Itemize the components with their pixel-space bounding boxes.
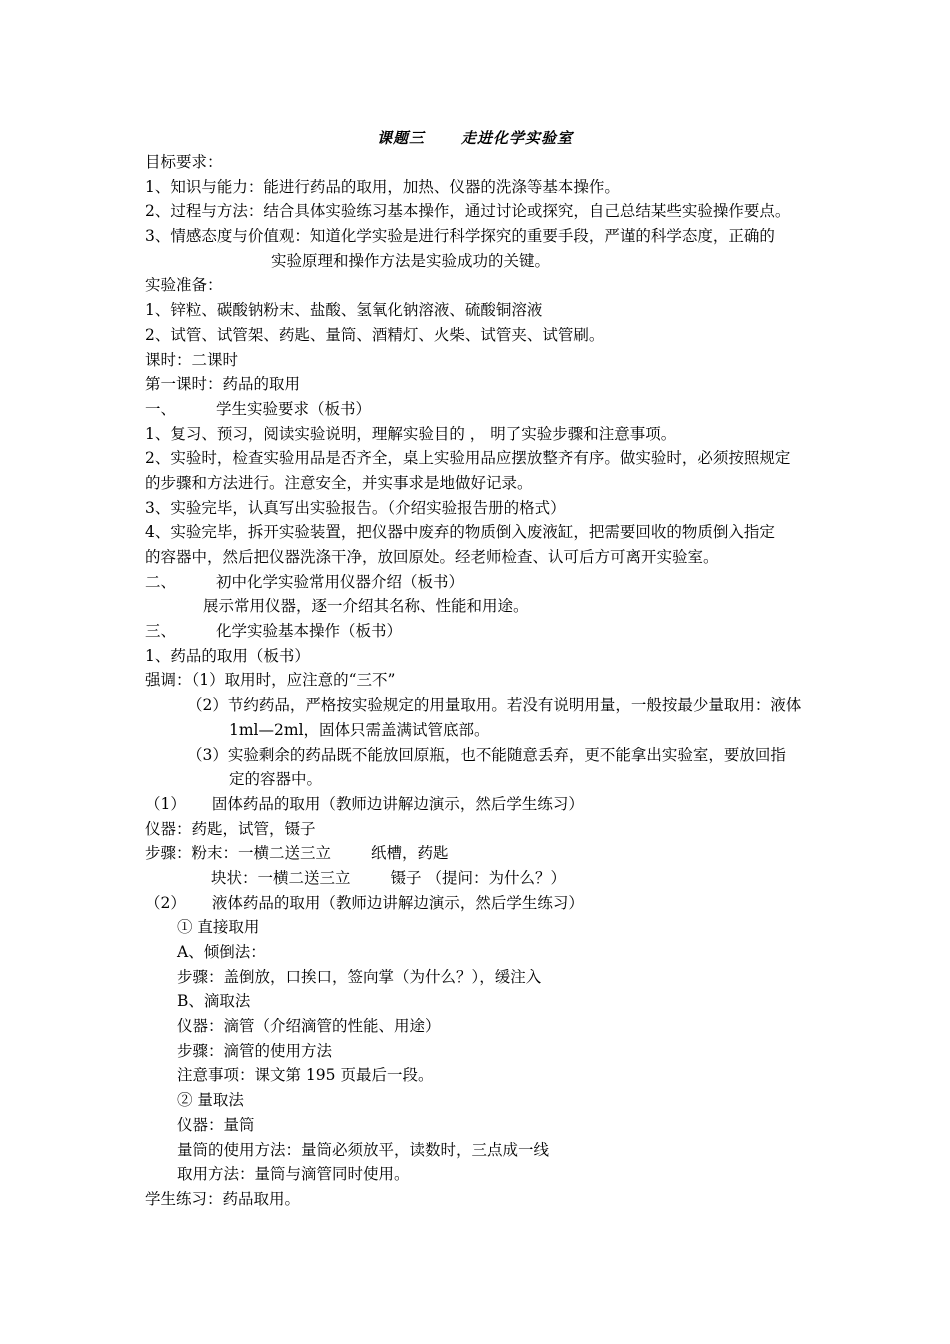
goal-3-line-1: 3、情感态度与价值观：知道化学实验是进行科学探究的重要手段，严谨的科学态度，正确的 bbox=[145, 227, 775, 246]
solid-tools: 仪器：药匙，试管，镊子 bbox=[145, 819, 316, 838]
requirement-4-line-2: 的容器中，然后把仪器洗涤干净，放回原处。经老师检查、认可后方可离开实验室。 bbox=[145, 548, 719, 566]
liquid-title: 液体药品的取用（教师边讲解边演示，然后学生练习） bbox=[211, 893, 584, 912]
goals-heading: 目标要求： bbox=[145, 153, 223, 171]
solid-title: 固体药品的取用（教师边讲解边演示，然后学生练习） bbox=[211, 794, 584, 813]
section-1-title: 学生实验要求（板书） bbox=[216, 399, 372, 418]
steps-powder bbox=[145, 841, 815, 866]
prep-heading: 实验准备： bbox=[145, 276, 223, 295]
direct-take: ① 直接取用 bbox=[177, 918, 260, 937]
measure-method: ② 量取法 bbox=[177, 1091, 244, 1110]
goal-3-line-2: 实验原理和操作方法是实验成功的关键。 bbox=[271, 251, 551, 270]
requirement-1: 1、复习、预习，阅读实验说明，理解实验目的 ， 明了实验步骤和注意事项。 bbox=[145, 424, 677, 443]
drop-steps: 步骤：滴管的使用方法 bbox=[177, 1041, 333, 1060]
section-2-title: 初中化学实验常用仪器介绍（板书） bbox=[216, 572, 465, 591]
student-practice: 学生练习：药品取用。 bbox=[145, 1189, 301, 1208]
drop-notes: 注意事项：课文第 195 页最后一段。 bbox=[177, 1066, 434, 1085]
lesson-1-heading: 第一课时：药品的取用 bbox=[145, 375, 301, 394]
requirement-2-line-1: 2、实验时，检查实验用品是否齐全，桌上实验用品应摆放整齐有序。做实验时，必须按照规定 bbox=[145, 449, 791, 468]
requirement-4-line-1: 4、实验完毕，拆开实验装置，把仪器中废弃的物质倒入废液缸，把需要回收的物质倒入指定 bbox=[145, 523, 775, 542]
solid-number: （1） bbox=[145, 794, 186, 813]
take-method: 取用方法：量筒与滴管同时使用。 bbox=[177, 1165, 410, 1184]
operation-1: 1、药品的取用（板书） bbox=[145, 646, 310, 665]
emphasis-1: 强调：（1）取用时，应注意的“三不” bbox=[145, 671, 396, 690]
class-hours: 课时：二课时 bbox=[145, 350, 239, 369]
steps-block bbox=[145, 866, 815, 891]
liquid-heading bbox=[145, 891, 815, 916]
section-2-heading bbox=[145, 570, 815, 595]
requirement-3: 3、实验完毕，认真写出实验报告。（介绍实验报告册的格式） bbox=[145, 498, 566, 517]
pour-method: A、倾倒法： bbox=[177, 943, 266, 961]
steps-block-tools: 镊子 （提问：为什么？） bbox=[390, 868, 566, 887]
steps-powder-text: 步骤：粉末：一横二送三立 bbox=[145, 844, 332, 863]
section-1-number: 一、 bbox=[145, 399, 177, 418]
document-body bbox=[145, 150, 815, 1212]
solid-heading bbox=[145, 792, 815, 817]
steps-powder-tools: 纸槽，药匙 bbox=[371, 844, 449, 863]
goal-1: 1、知识与能力：能进行药品的取用，加热、仪器的洗涤等基本操作。 bbox=[145, 177, 620, 196]
pour-steps: 步骤：盖倒放，口挨口，签向掌（为什么？），缓注入 bbox=[177, 967, 542, 986]
steps-block-text: 块状：一横二送三立 bbox=[211, 868, 351, 887]
cylinder-use: 量筒的使用方法：量筒必须放平，读数时，三点成一线 bbox=[177, 1140, 550, 1159]
section-3-heading bbox=[145, 619, 815, 644]
emphasis-3-line-2: 定的容器中。 bbox=[229, 770, 323, 789]
drop-method: B、滴取法 bbox=[177, 992, 251, 1011]
document-title bbox=[0, 127, 950, 148]
emphasis-2-line-2: 1ml—2ml，固体只需盖满试管底部。 bbox=[229, 720, 490, 739]
section-1-heading bbox=[145, 397, 815, 422]
prep-item-1: 1、锌粒、碳酸钠粉末、盐酸、氢氧化钠溶液、硫酸铜溶液 bbox=[145, 301, 543, 320]
measure-tools: 仪器：量筒 bbox=[177, 1115, 255, 1134]
section-2-body: 展示常用仪器，逐一介绍其名称、性能和用途。 bbox=[203, 597, 529, 616]
section-2-number: 二、 bbox=[145, 572, 177, 591]
drop-tools: 仪器：滴管（介绍滴管的性能、用途） bbox=[177, 1017, 441, 1036]
section-3-title: 化学实验基本操作（板书） bbox=[216, 622, 403, 641]
emphasis-3-line-1: （3）实验剩余的药品既不能放回原瓶，也不能随意丢弃，更不能拿出实验室，要放回指 bbox=[187, 745, 786, 764]
emphasis-2-line-1: （2）节约药品，严格按实验规定的用量取用。若没有说明用量，一般按最少量取用：液体 bbox=[187, 696, 802, 715]
requirement-2-line-2: 的步骤和方法进行。注意安全，并实事求是地做好记录。 bbox=[145, 473, 533, 492]
section-3-number: 三、 bbox=[145, 622, 177, 641]
title-part2: 走进化学实验室 bbox=[461, 129, 574, 147]
liquid-number: （2） bbox=[145, 893, 186, 912]
prep-item-2: 2、试管、试管架、药匙、量筒、酒精灯、火柴、试管夹、试管刷。 bbox=[145, 325, 605, 344]
goal-2: 2、过程与方法：结合具体实验练习基本操作，通过讨论或探究，自己总结某些实验操作要点。 bbox=[145, 202, 791, 221]
title-part1: 课题三 bbox=[376, 129, 425, 147]
